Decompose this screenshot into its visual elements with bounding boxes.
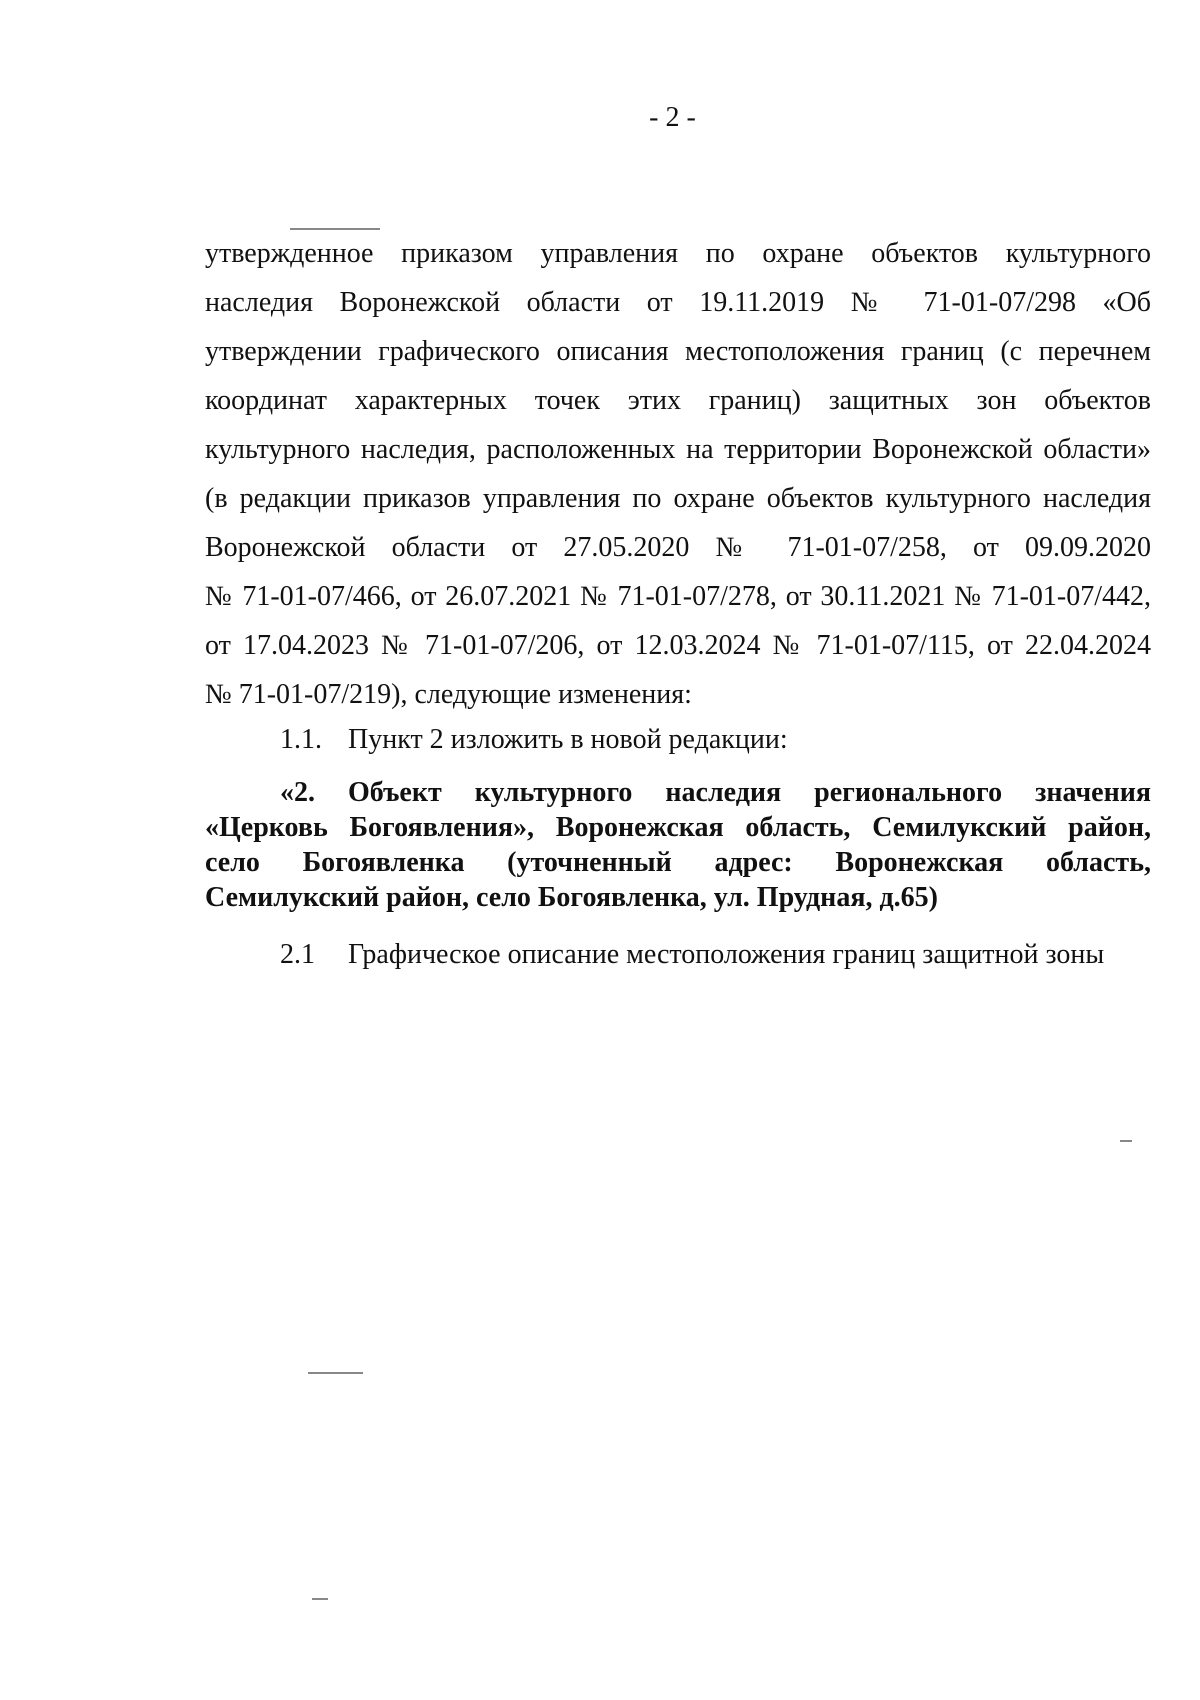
- paragraph-line: координат характерных точек этих границ) защитных зон объектов: [205, 385, 1151, 416]
- paragraph-line: Воронежской области от 27.05.2020 № 71-01-07/258, от 09.09.2020: [205, 532, 1151, 563]
- scan-artifact-mark: [1120, 1140, 1132, 1142]
- paragraph-line: утвержденное приказом управления по охране объектов культурного: [205, 238, 1151, 269]
- scan-artifact-mark: [308, 1372, 363, 1374]
- paragraph-line: утверждении графического описания местоположения границ (с перечнем: [205, 336, 1151, 367]
- paragraph-line: культурного наследия, расположенных на территории Воронежской области»: [205, 434, 1151, 465]
- item-text: Графическое описание местоположения границ защитной зоны: [348, 939, 1105, 970]
- paragraph-line: № 71-01-07/219), следующие изменения:: [205, 679, 692, 710]
- main-paragraph: [205, 229, 1151, 719]
- paragraph-line: (в редакции приказов управления по охране объектов культурного наследия: [205, 483, 1151, 514]
- item-number: 2.1: [280, 939, 315, 970]
- page-number: - 2 -: [649, 102, 696, 133]
- item-1-1: [280, 723, 788, 757]
- paragraph-line: № 71-01-07/466, от 26.07.2021 № 71-01-07/278, от 30.11.2021 № 71-01-07/442,: [205, 581, 1151, 612]
- bold-line: Семилукский район, село Богоявленка, ул. Прудная, д.65): [205, 882, 938, 913]
- item-number: 1.1.: [280, 724, 322, 755]
- item-text: Пункт 2 изложить в новой редакции:: [348, 724, 788, 755]
- paragraph-line: от 17.04.2023 № 71-01-07/206, от 12.03.2024 № 71-01-07/115, от 22.04.2024: [205, 630, 1151, 661]
- bold-line: «2. Объект культурного наследия регионального значения: [280, 777, 1151, 808]
- item-2-1: [280, 938, 1104, 972]
- bold-line: село Богоявленка (уточненный адрес: Воронежская область,: [205, 847, 1151, 878]
- scan-artifact-mark: [312, 1598, 328, 1600]
- new-edition-block: [205, 775, 1151, 915]
- bold-line: «Церковь Богоявления», Воронежская область, Семилукский район,: [205, 812, 1151, 843]
- paragraph-line: наследия Воронежской области от 19.11.2019 № 71-01-07/298 «Об: [205, 287, 1151, 318]
